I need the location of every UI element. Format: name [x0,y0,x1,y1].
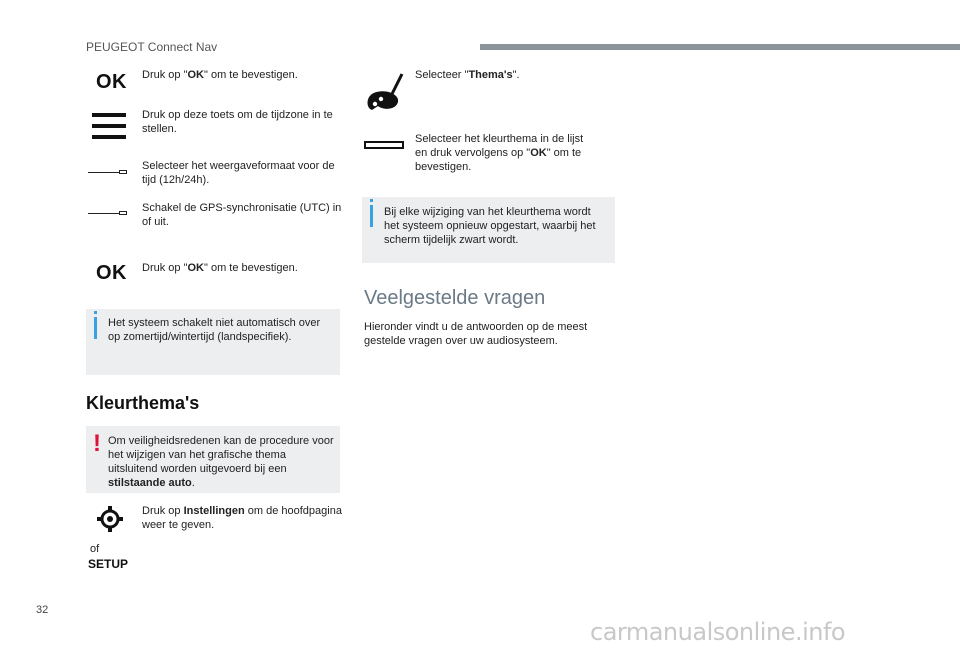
faq-title: Veelgestelde vragen [364,287,546,309]
list-item-icon [364,141,404,149]
page-number: 32 [36,604,49,616]
watermark: carmanualsonline.info [590,618,846,646]
ok-instruction-2: Druk op "OK" om te bevestigen. [142,262,298,274]
gear-icon [96,505,124,533]
info-note-text: Bij elke wijziging van het kleurthema wordt het systeem opnieuw opgestart, waarbij het scherm tijdelijk zwart wordt. [384,206,596,246]
info-icon-dot [94,311,97,314]
gps-instruction: Schakel de GPS-synchronisatie (UTC) in of uit. [142,202,342,228]
or-label: of [90,543,100,555]
themes-instruction: Selecteer "Thema's". [415,69,520,81]
setup-label: SETUP [88,557,129,571]
header-bar [480,44,960,50]
faq-text: Hieronder vindt u de antwoorden op de meest gestelde vragen over uw audiosysteem. [364,321,588,347]
manual-header-title: PEUGEOT Connect Nav [86,40,218,54]
info-icon [94,317,97,339]
toggle-line-icon [88,170,128,174]
warning-text: Om veiligheidsredenen kan de procedure voor het wijzigen van het grafische thema uitsluitend worden uitgevoerd bij een stilstaande auto. [108,435,334,489]
palette-icon [364,72,404,112]
warning-note [86,426,340,493]
format-instruction: Selecteer het weergaveformaat voor de tijd (12h/24h). [142,160,335,186]
warning-icon: ! [93,430,101,457]
ok-icon: OK [96,262,127,284]
section-title: Kleurthema's [86,393,200,413]
info-note-dst [86,309,340,375]
info-icon-dot [370,199,373,202]
timezone-instruction: Druk op deze toets om de tijdzone in te stellen. [142,109,333,135]
info-note-theme [362,197,615,263]
info-note-text: Het systeem schakelt niet automatisch over op zomertijd/wintertijd (landspecifiek). [108,317,321,343]
menu-icon [92,113,126,139]
toggle-line-icon [88,211,128,215]
settings-instruction: Druk op Instellingen om de hoofdpagina weer te geven. [142,505,342,531]
ok-instruction-1: Druk op "OK" om te bevestigen. [142,69,298,81]
select-theme-instruction: Selecteer het kleurthema in de lijst en druk vervolgens op "OK" om te bevestigen. [415,133,584,173]
ok-icon: OK [96,71,127,93]
info-icon [370,205,373,227]
